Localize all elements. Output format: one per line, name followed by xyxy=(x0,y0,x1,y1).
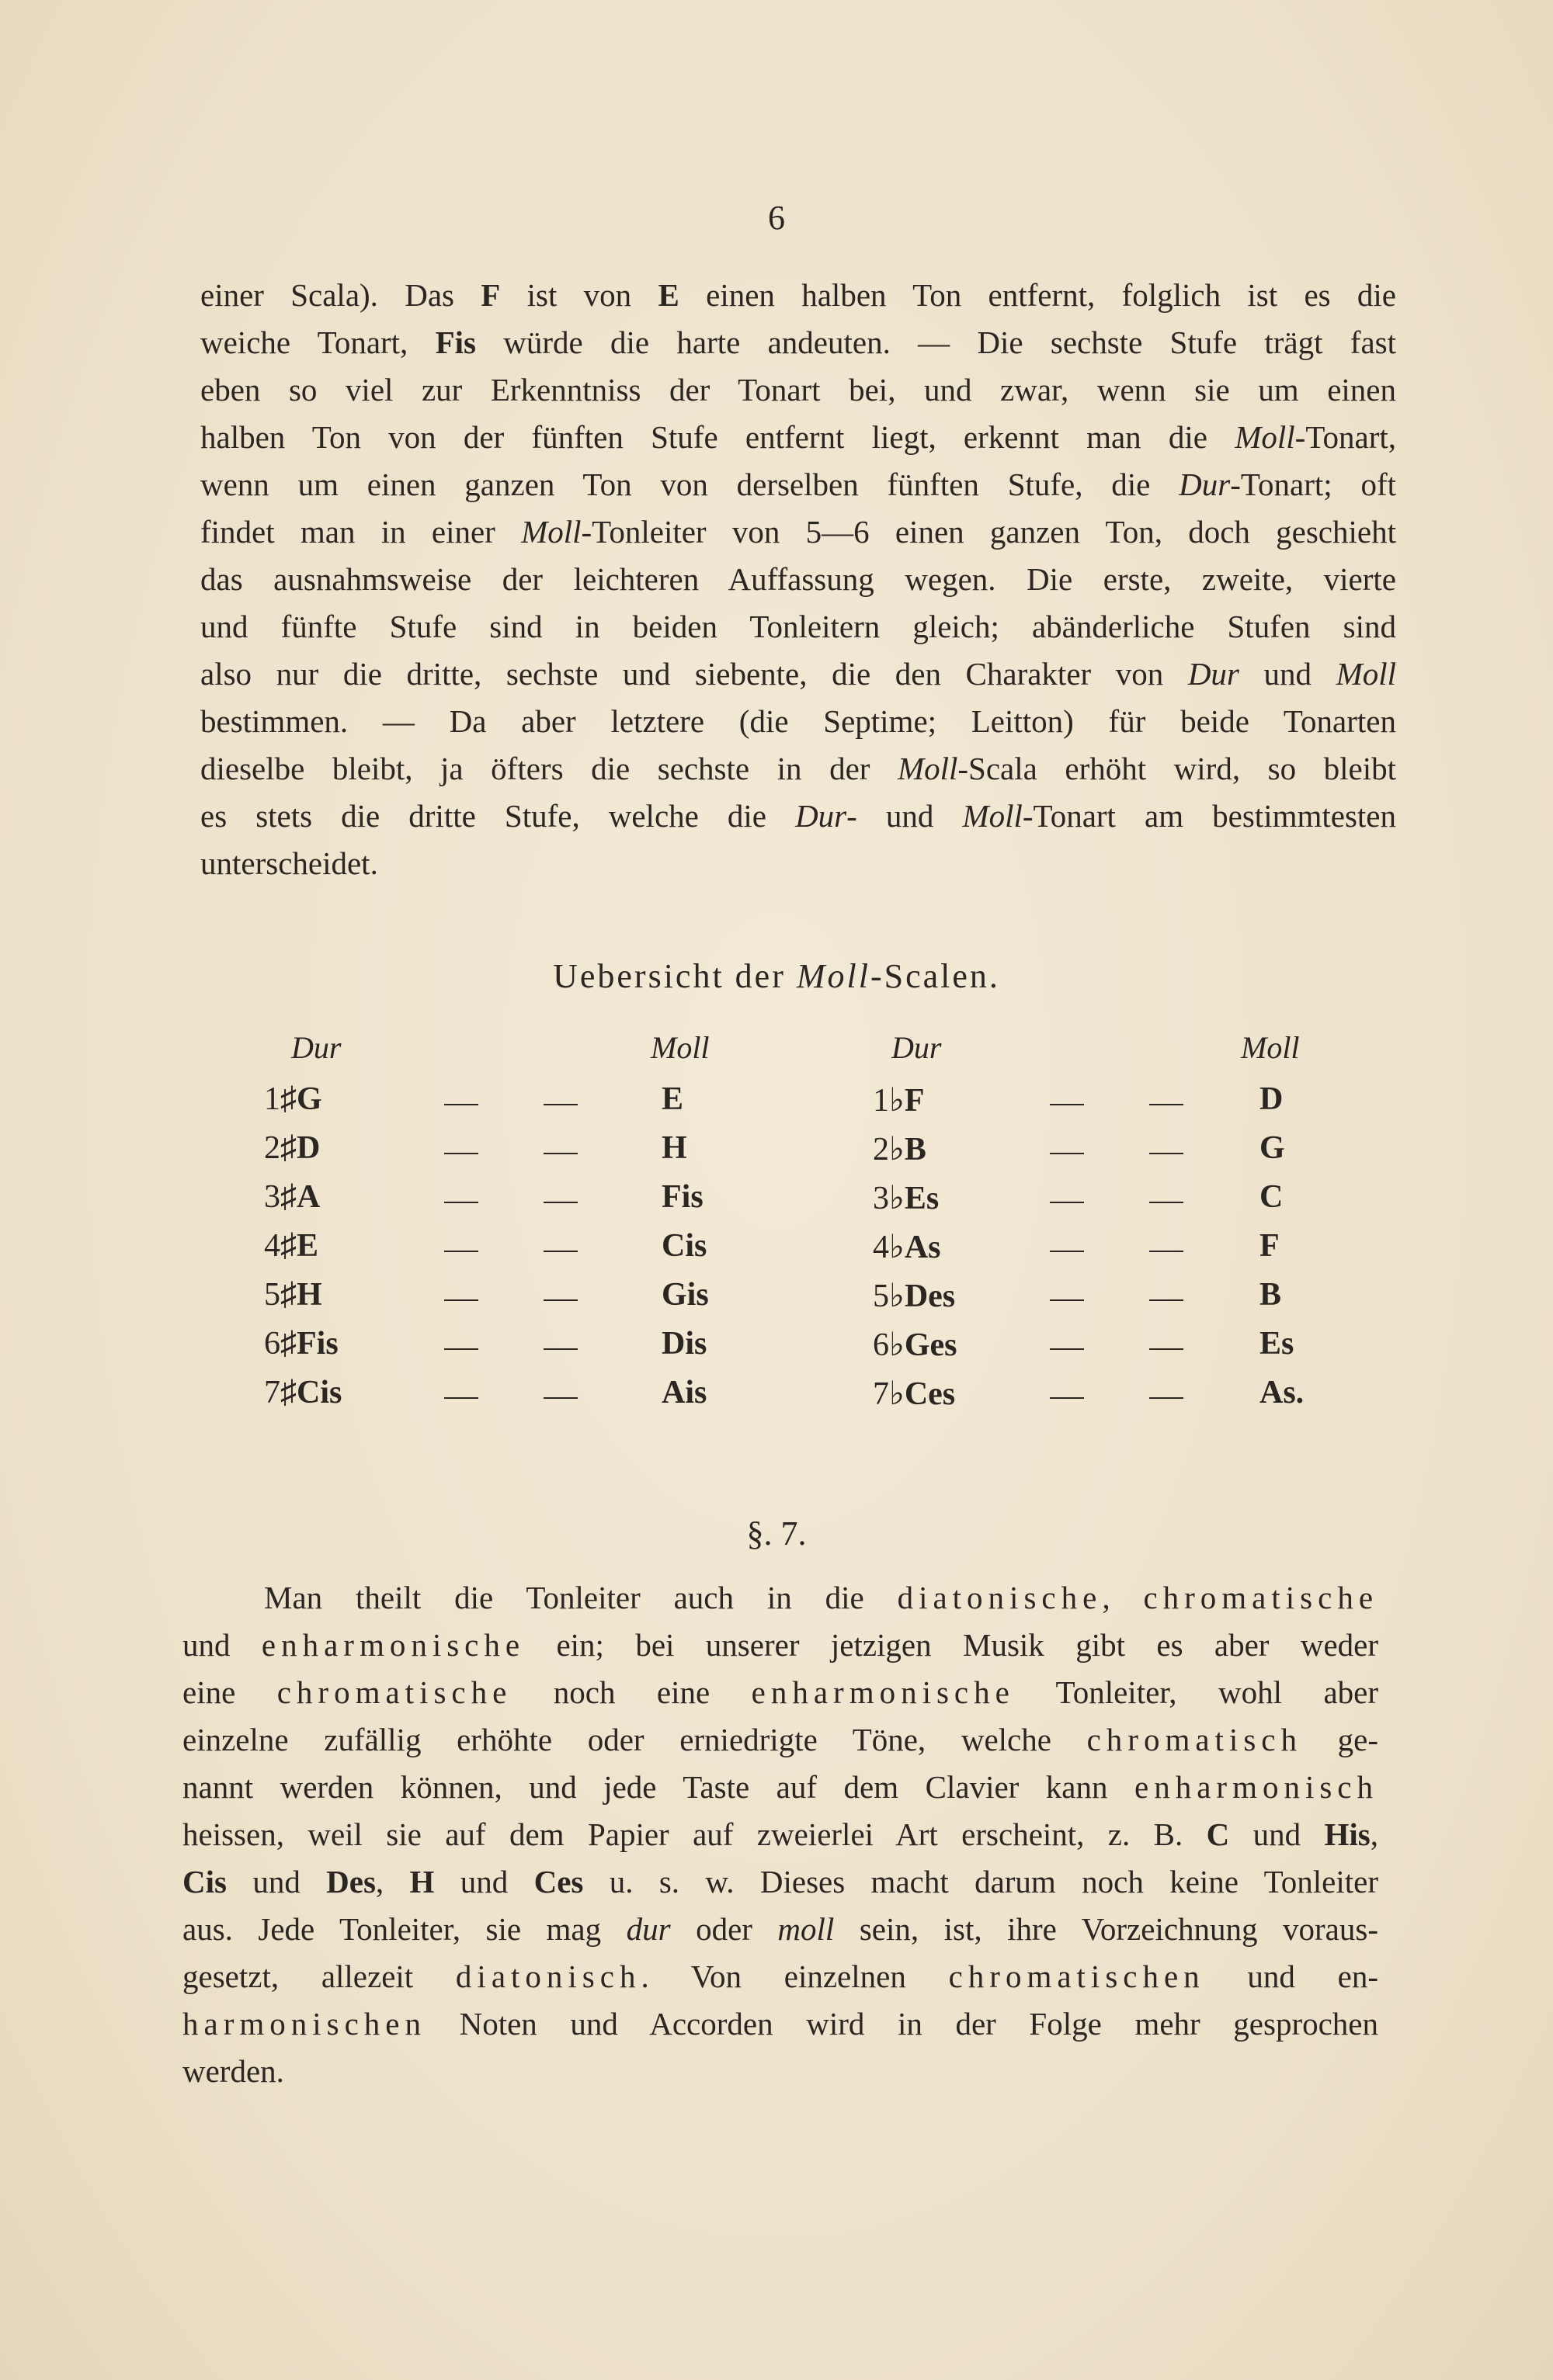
table-title-suffix: -Scalen. xyxy=(870,957,1000,995)
accidental-count: 6 xyxy=(264,1326,280,1362)
sharp-row-moll: Cis xyxy=(662,1228,707,1264)
sharp-row-dur xyxy=(264,1129,320,1167)
italic-term: Dur xyxy=(795,798,847,834)
header-dur-flat: Dur xyxy=(891,1030,942,1065)
spaced-term: diatonische xyxy=(897,1580,1103,1615)
sharp-icon: ♯ xyxy=(280,1179,297,1215)
flat-row-moll: B xyxy=(1259,1277,1282,1313)
sharp-icon: ♯ xyxy=(280,1326,297,1362)
sharp-icon: ♯ xyxy=(280,1228,297,1264)
text-line: das ausnahmsweise der leichteren Auffassung wegen. Die erste, zweite, vierte xyxy=(200,561,1396,597)
flat-icon: ♭ xyxy=(889,1132,905,1167)
dash xyxy=(544,1202,578,1203)
sharp-row-dur xyxy=(264,1227,318,1265)
accidental-count: 6 xyxy=(873,1327,889,1363)
accidental-count: 2 xyxy=(264,1130,280,1166)
dash xyxy=(444,1251,478,1252)
text-line: eben so viel zur Erkenntniss der Tonart bei, und zwar, wenn sie um einen xyxy=(200,372,1396,408)
dur-key: Ges xyxy=(904,1327,957,1363)
dash xyxy=(1149,1202,1183,1203)
flat-icon: ♭ xyxy=(889,1230,905,1265)
flat-row-moll: As. xyxy=(1259,1375,1305,1410)
text-line: bestimmen. — Da aber letztere (die Septime; Leitton) für beide Tonarten xyxy=(200,703,1396,739)
bold-note: Fis xyxy=(435,324,476,360)
spaced-term: chromatische xyxy=(276,1674,512,1710)
bold-note: Ces xyxy=(533,1864,584,1899)
dur-key: As xyxy=(904,1230,941,1265)
bold-note: H xyxy=(409,1864,435,1899)
dash xyxy=(444,1153,478,1154)
header-moll-flat: Moll xyxy=(1241,1030,1300,1065)
sharp-row-moll: H xyxy=(662,1130,687,1166)
text-line: heissen, weil sie auf dem Papier auf zweierlei Art erscheint, z. B. C und His, xyxy=(182,1816,1379,1852)
dur-key: B xyxy=(904,1132,926,1167)
dash xyxy=(444,1202,478,1203)
header-moll-sharp: Moll xyxy=(651,1030,710,1065)
sharp-icon: ♯ xyxy=(280,1375,297,1410)
sharp-row-dur xyxy=(264,1325,339,1362)
dash xyxy=(544,1348,578,1350)
flat-row-moll: D xyxy=(1259,1081,1284,1117)
accidental-count: 3 xyxy=(873,1181,889,1216)
flat-icon: ♭ xyxy=(889,1327,905,1363)
text-line: einzelne zufällig erhöhte oder erniedrigte Töne, welche chromatisch ge- xyxy=(182,1722,1378,1757)
italic-term: Moll xyxy=(1235,419,1295,455)
spaced-term: enharmonische xyxy=(261,1627,526,1663)
flat-row-dur xyxy=(873,1129,926,1168)
text-line: findet man in einer Moll-Tonleiter von 5—6 einen ganzen Ton, doch geschieht xyxy=(200,514,1396,550)
italic-term: dur xyxy=(626,1911,671,1947)
flat-row-moll: C xyxy=(1259,1179,1284,1215)
table-title-moll: Moll xyxy=(796,957,870,995)
dur-key: Des xyxy=(904,1278,956,1314)
dash xyxy=(544,1153,578,1154)
flat-row-moll: F xyxy=(1259,1228,1280,1264)
sharp-row-moll: E xyxy=(662,1081,684,1117)
dur-key: E xyxy=(297,1228,319,1264)
text-line: halben Ton von der fünften Stufe entfernt liegt, erkennt man die Moll-Tonart, xyxy=(200,419,1396,455)
sharp-row-dur xyxy=(264,1276,322,1313)
dash xyxy=(444,1104,478,1105)
dash xyxy=(1050,1348,1084,1350)
flat-icon: ♭ xyxy=(889,1083,905,1119)
flat-row-dur xyxy=(873,1374,955,1413)
sharp-row-moll: Fis xyxy=(662,1179,704,1215)
spaced-term: enharmonisch xyxy=(1134,1769,1378,1805)
dash xyxy=(1149,1299,1183,1301)
bold-note: Des xyxy=(326,1864,376,1899)
dash xyxy=(1149,1153,1183,1154)
dash xyxy=(1149,1397,1183,1399)
flat-row-dur xyxy=(873,1325,957,1364)
dash xyxy=(444,1299,478,1301)
dur-key: F xyxy=(904,1083,925,1119)
italic-term: Dur xyxy=(1187,656,1239,692)
text-line: es stets die dritte Stufe, welche die Dur- und Moll-Tonart am bestimmtesten xyxy=(200,798,1396,834)
text-line: Man theilt die Tonleiter auch in die diatonische, chromatische xyxy=(264,1580,1379,1615)
flat-icon: ♭ xyxy=(889,1181,905,1216)
sharp-icon: ♯ xyxy=(280,1277,297,1313)
sharp-row-moll: Dis xyxy=(662,1326,707,1362)
sharp-icon: ♯ xyxy=(280,1081,297,1117)
italic-term: Moll xyxy=(1336,656,1396,692)
dur-key: Cis xyxy=(297,1375,342,1410)
sharp-row-moll: Gis xyxy=(662,1277,709,1313)
bold-note: E xyxy=(658,277,679,313)
accidental-count: 4 xyxy=(873,1230,889,1265)
paragraph-2 xyxy=(182,1574,1378,2095)
dash xyxy=(544,1104,578,1105)
accidental-count: 5 xyxy=(873,1278,889,1314)
text-line: und enharmonische ein; bei unserer jetzigen Musik gibt es aber weder xyxy=(182,1627,1379,1663)
dash xyxy=(1149,1348,1183,1350)
text-line: gesetzt, allezeit diatonisch. Von einzelnen chromatischen und en- xyxy=(182,1958,1379,1994)
dash xyxy=(1050,1251,1084,1252)
dur-key: Fis xyxy=(297,1326,339,1362)
spaced-term: diatonisch xyxy=(455,1958,641,1994)
section-heading: §. 7. xyxy=(746,1514,807,1553)
accidental-count: 5 xyxy=(264,1277,280,1313)
sharp-row-moll: Ais xyxy=(662,1375,707,1410)
accidental-count: 7 xyxy=(873,1376,889,1412)
flat-row-dur xyxy=(873,1178,939,1217)
spaced-term: chromatische xyxy=(1143,1580,1379,1615)
text-line: einer Scala). Das F ist von E einen halben Ton entfernt, folglich ist es die xyxy=(200,277,1396,313)
flat-row-moll: Es xyxy=(1259,1326,1294,1362)
bold-note: F xyxy=(481,277,501,313)
dash xyxy=(1050,1397,1084,1399)
spaced-term: harmonischen xyxy=(182,2006,426,2042)
accidental-count: 4 xyxy=(264,1228,280,1264)
spaced-term: chromatischen xyxy=(948,1958,1205,1994)
dash xyxy=(1050,1202,1084,1203)
accidental-count: 3 xyxy=(264,1179,280,1215)
text-line: aus. Jede Tonleiter, sie mag dur oder moll sein, ist, ihre Vorzeichnung voraus- xyxy=(182,1911,1378,1947)
dash xyxy=(1149,1251,1183,1252)
accidental-count: 1 xyxy=(873,1083,889,1119)
dash xyxy=(1050,1153,1084,1154)
text-line: unterscheidet. xyxy=(200,845,378,881)
dur-key: D xyxy=(297,1130,321,1166)
italic-term: moll xyxy=(777,1911,835,1947)
dash xyxy=(1149,1104,1183,1105)
flat-row-moll: G xyxy=(1259,1130,1285,1166)
text-line: eine chromatische noch eine enharmonische Tonleiter, wohl aber xyxy=(182,1674,1378,1710)
bold-note: C xyxy=(1206,1816,1230,1852)
text-line: dieselbe bleibt, ja öfters die sechste in der Moll-Scala erhöht wird, so bleibt xyxy=(200,751,1396,786)
page-number: 6 xyxy=(768,199,785,237)
dash xyxy=(444,1348,478,1350)
italic-term: Dur xyxy=(1179,467,1231,502)
italic-term: Moll xyxy=(962,798,1023,834)
flat-icon: ♭ xyxy=(889,1278,905,1314)
dur-key: A xyxy=(297,1179,321,1215)
italic-term: Moll xyxy=(897,751,958,786)
dur-key: G xyxy=(297,1081,322,1117)
bold-note: His xyxy=(1324,1816,1371,1852)
dash xyxy=(544,1397,578,1399)
italic-term: Moll xyxy=(521,514,582,550)
dash xyxy=(1050,1299,1084,1301)
dur-key: Ces xyxy=(904,1376,956,1412)
accidental-count: 7 xyxy=(264,1375,280,1410)
text-line: werden. xyxy=(182,2053,284,2089)
text-line: weiche Tonart, Fis würde die harte andeuten. — Die sechste Stufe trägt fast xyxy=(200,324,1396,360)
sharp-row-dur xyxy=(264,1178,320,1216)
spaced-term: chromatisch xyxy=(1086,1722,1302,1757)
flat-row-dur xyxy=(873,1227,941,1266)
sharp-row-dur xyxy=(264,1081,322,1118)
flat-row-dur xyxy=(873,1081,924,1119)
table-title xyxy=(0,956,1553,996)
sharp-icon: ♯ xyxy=(280,1130,297,1166)
dur-key: Es xyxy=(904,1181,940,1216)
dash xyxy=(1050,1104,1084,1105)
text-line: harmonischen Noten und Accorden wird in der Folge mehr gesprochen xyxy=(182,2006,1378,2042)
dur-key: H xyxy=(297,1277,322,1313)
dash xyxy=(544,1251,578,1252)
dash xyxy=(544,1299,578,1301)
accidental-count: 1 xyxy=(264,1081,280,1117)
table-title-prefix: Uebersicht der xyxy=(553,957,797,995)
paragraph-1 xyxy=(200,272,1396,887)
header-dur-sharp: Dur xyxy=(291,1030,342,1065)
text-line: nannt werden können, und jede Taste auf dem Clavier kann enharmonisch xyxy=(182,1769,1378,1805)
accidental-count: 2 xyxy=(873,1132,889,1167)
text-line: also nur die dritte, sechste und siebente, die den Charakter von Dur und Moll xyxy=(200,656,1396,692)
sharp-row-dur xyxy=(264,1374,342,1411)
bold-note: Cis xyxy=(182,1864,227,1899)
flat-icon: ♭ xyxy=(889,1376,905,1412)
dash xyxy=(444,1397,478,1399)
text-line: wenn um einen ganzen Ton von derselben fünften Stufe, die Dur-Tonart; oft xyxy=(200,467,1397,502)
text-line: Cis und Des, H und Ces u. s. w. Dieses macht darum noch keine Tonleiter xyxy=(182,1864,1378,1899)
text-line: und fünfte Stufe sind in beiden Tonleitern gleich; abänderliche Stufen sind xyxy=(200,609,1396,644)
flat-row-dur xyxy=(873,1276,955,1315)
spaced-term: enharmonische xyxy=(751,1674,1015,1710)
